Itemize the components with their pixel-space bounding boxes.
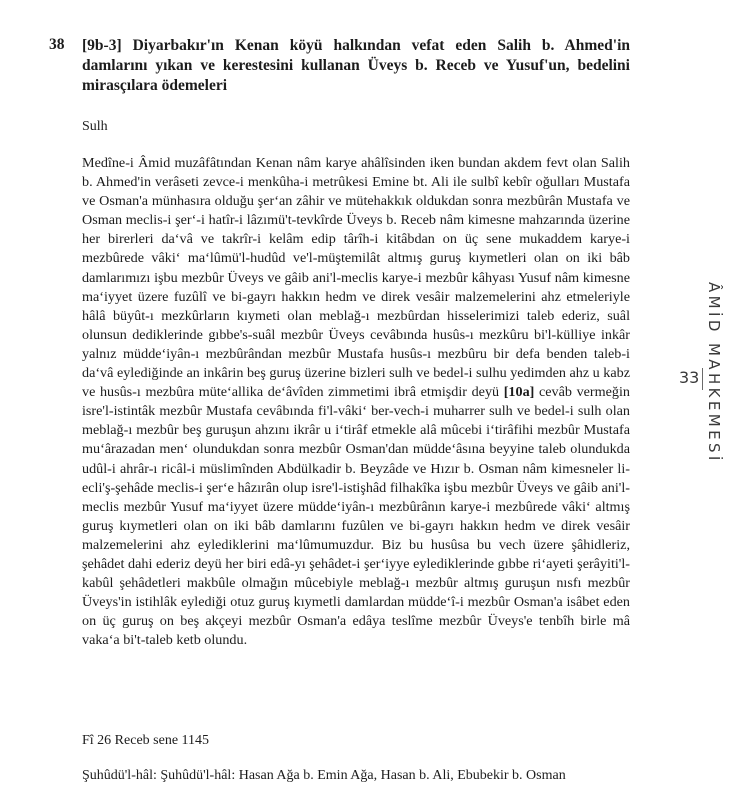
entry-date: Fî 26 Receb sene 1145 <box>82 733 210 748</box>
entry-title: [9b-3] Diyarbakır'ın Kenan köyü halkından vefat eden Salih b. Ahmed'in damlarını yıkan ve kerestesini kullanan Üveys b. Receb ve Yusuf'un, bedelini mirasçılara ödemeleri <box>82 37 630 94</box>
running-head: ÂMİD MAHKEMESİ <box>705 282 723 464</box>
page-number-rule <box>702 368 703 390</box>
entry-witnesses: Şuhûdü'l-hâl: Şuhûdü'l-hâl: Hasan Ağa b. Emin Ağa, Hasan b. Ali, Ebubekir b. Osman <box>82 768 566 783</box>
body-text-part-2: cevâb vermeğin isre'l-istintâk mezbûr Mustafa cevâbında fi'l-vâki‘ ber-vech-i muharrer sulh ve bedel-i sulh olan meblağ-ı mezbûr beş guruşun ahzını ikrâr u i‘tirâf etmekle alâ mûcebi i‘tirâfihi mezbûr Mustafa mu‘ârazadan men‘ olundukdan sonra mezbûr Osman'dan müdde‘âsına beyyine taleb olundukda udûl-i ahrâr-ı ricâl-i müslimînden Abdülkadir b. Beyzâde ve Hızır b. Osman nâm kimesneler li-ecli'ş-şehâde meclis-i şer‘e hâzırân olup isre'l-istişhâd filhakîka işbu mezbûr Üveys ve gâib ani'l-meclis mezbûr Yusuf ma‘iyyet üzere müdde‘iyân-ı mezbûrânın karye-i mezbûrede vâki‘ altmış guruş kıymetleri olan on iki bâb damlarını fuzûlen ve bi-gayrı hakkın hedm ve direk vesâir malzemelerini ahz eylediklerini ma‘lûmumuzdur. Biz bu husûsa bu vech üzere şâhidleriz, şehâdet dahi ederiz deyü her biri edâ-yı şehâdet-i şer‘iyye eylediklerinde gıbbe ri‘ayeti şerâyiti'l-kabûl şehâdetleri makbûle olmağın mûcebiyle meblağ-ı mezbûr altmış guruşun nısfı mezbûr Üveys'in istihlâk eylediği otuz guruş kıymetli damlardan müdde‘î-i mezbûr Osman'a isâbet eden on üç guruş on beş akçeyi mezbûr Osman'a edâya teslîme mezbûr Üveys'e tenbîh birle mâ vaka‘a bi't-taleb ketb olundu. <box>82 384 630 649</box>
entry-number: 38 <box>49 36 65 53</box>
page-number: 33 <box>679 368 700 387</box>
folio-reference: [10a] <box>503 384 535 401</box>
entry-subtitle: Sulh <box>82 119 108 134</box>
body-text-part-1: Medîne-i Âmid muzâfâtından Kenan nâm karye ahâlîsinden iken bundan akdem fevt olan Salih b. Ahmed'in verâseti zevce-i menkûha-i metrûkesi Emine bt. Ali ile sulbî kebîr oğulları Mustafa ve Osman'a münhasıra olduğu şer‘an zâhir ve mütehakkık oldukdan sonra mezbûrân Mustafa ve Osman meclis-i şer‘-i hatîr-i lâzımü't-tevkîrde Üveys b. Receb nâm kimesne mahzarında üzerine her birerleri da‘vâ ve takrîr-i kelâm edip târîh-i kitâbdan on üç sene mukaddem karye-i mezbûrede vâki‘ ma‘lûmü'l-hudûd ve'l-müştemilât altmış guruş kıymetleri olan on iki bâb damlarımızı işbu mezbûr Üveys ve gâib ani'l-meclis karye-i mezbûr kâhyası Yusuf nâm kimesne ma‘iyyet üzere fuzûlî ve bi-gayrı hakkın hedm ve direk vesâir malzemelerini ahz etmeleriyle hâlâ büyût-ı mezkûrların kıymeti olan meblağ-ı mezbûrdan hisselerimizi taleb ederiz, suâl olunsun dediklerinde gıbbe's-suâl mezbûr Üveys cevâbında husûs-ı mezkûru bi'l-külliye inkâr yalnız müdde‘iyân-ı mezbûrândan mezbûr Mustafa husûs-ı mezbûru bir defa benden taleb-i da‘vâ eylediğinde an inkârin beş guruş üzerine bizleri sulh ve bedel-i sulhu yedimden ahz u kabz ve husûs-ı mezbûra müte‘allika de‘âvîden zimmetimi ibrâ etmişdir deyü <box>82 155 630 401</box>
entry-body <box>82 154 630 650</box>
